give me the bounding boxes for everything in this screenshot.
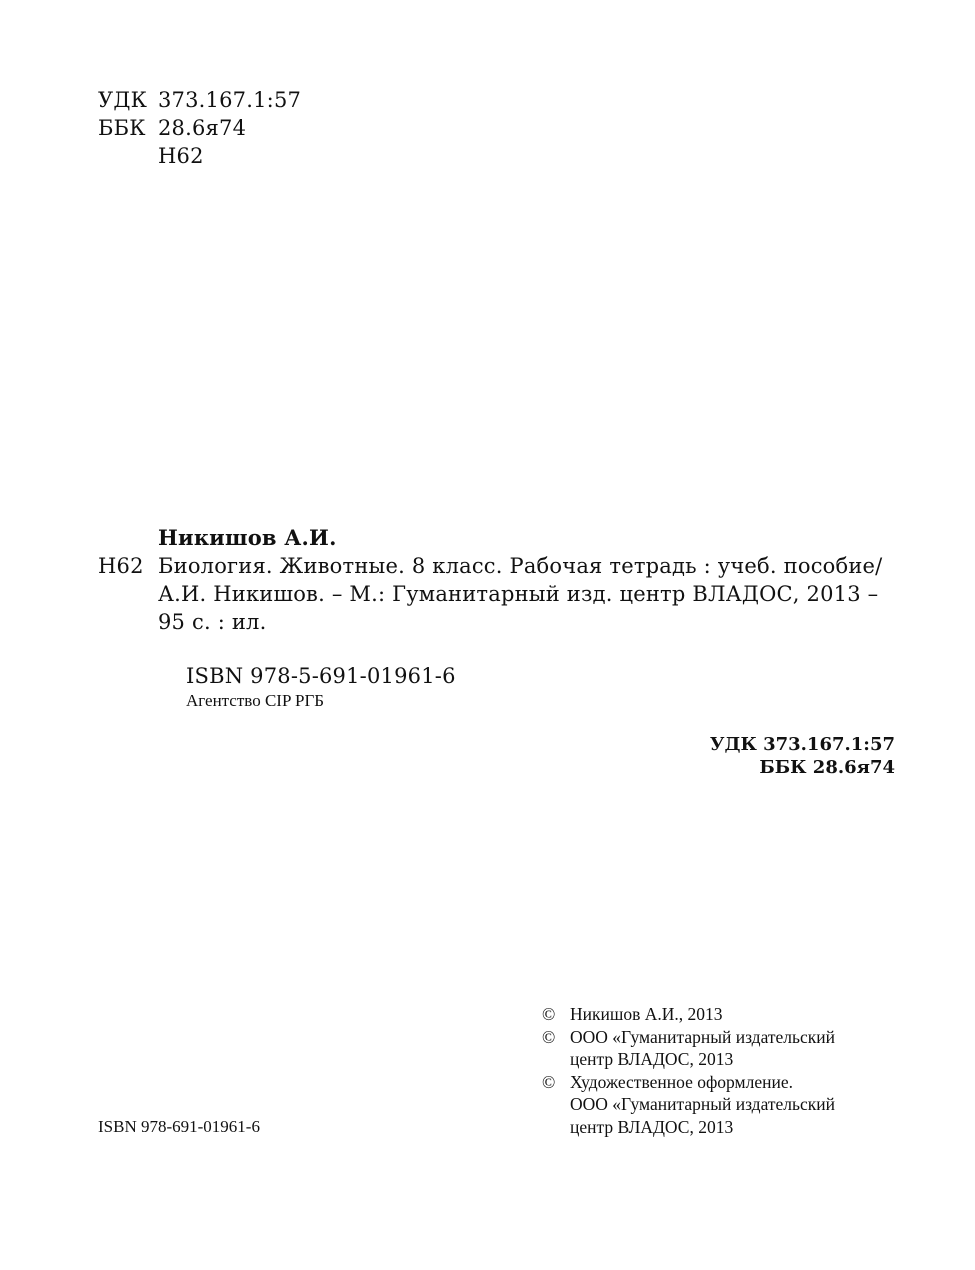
- udk-right: УДК 373.167.1:57: [709, 734, 895, 755]
- classification-block: [98, 86, 301, 170]
- copyright-3-line-2: ООО «Гуманитарный издательский: [570, 1094, 836, 1115]
- record-description: [158, 552, 882, 636]
- right-classification: [710, 733, 895, 779]
- author-mark-top: Н62: [158, 144, 204, 168]
- record-isbn: ISBN 978-5-691-01961-6: [186, 664, 456, 688]
- bbk-label: ББК: [98, 116, 146, 140]
- copyright-sign: ©: [542, 1026, 556, 1047]
- isbn-left: ISBN 978-691-01961-6: [98, 1117, 260, 1136]
- record-line-2: А.И. Никишов. – М.: Гуманитарный изд. центр ВЛАДОС, 2013 –: [158, 582, 879, 606]
- author-mark-record: Н62: [98, 554, 144, 578]
- author-heading: Никишов А.И.: [158, 525, 337, 550]
- copyright-2: [542, 1026, 835, 1049]
- bbk-right: ББК 28.6я74: [759, 757, 895, 778]
- record-line-3: 95 с. : ил.: [158, 610, 267, 634]
- copyright-1: [542, 1003, 835, 1026]
- udk-label: УДК: [98, 88, 148, 112]
- copyright-block: [542, 1003, 835, 1139]
- copyright-sign: ©: [542, 1004, 556, 1024]
- udk-value: 373.167.1:57: [158, 88, 302, 112]
- author-mark-row: [98, 142, 301, 170]
- bbk-row: [98, 114, 301, 142]
- udk-row: [98, 86, 301, 114]
- copyright-3-line-3: центр ВЛАДОС, 2013: [570, 1116, 734, 1137]
- copyright-2-line-2: центр ВЛАДОС, 2013: [570, 1049, 734, 1070]
- record-line-1: Биология. Животные. 8 класс. Рабочая тетрадь : учеб. пособие/: [158, 554, 883, 578]
- bbk-value: 28.6я74: [158, 116, 247, 140]
- copyright-1-line-1: Никишов А.И., 2013: [570, 1004, 723, 1024]
- copyright-3-line-1: Художественное оформление.: [570, 1071, 793, 1092]
- copyright-2-line-1: ООО «Гуманитарный издательский: [570, 1026, 836, 1047]
- copyright-3: [542, 1071, 835, 1094]
- cip-agency: Агентство CIP РГБ: [186, 691, 325, 710]
- copyright-sign: ©: [542, 1071, 556, 1092]
